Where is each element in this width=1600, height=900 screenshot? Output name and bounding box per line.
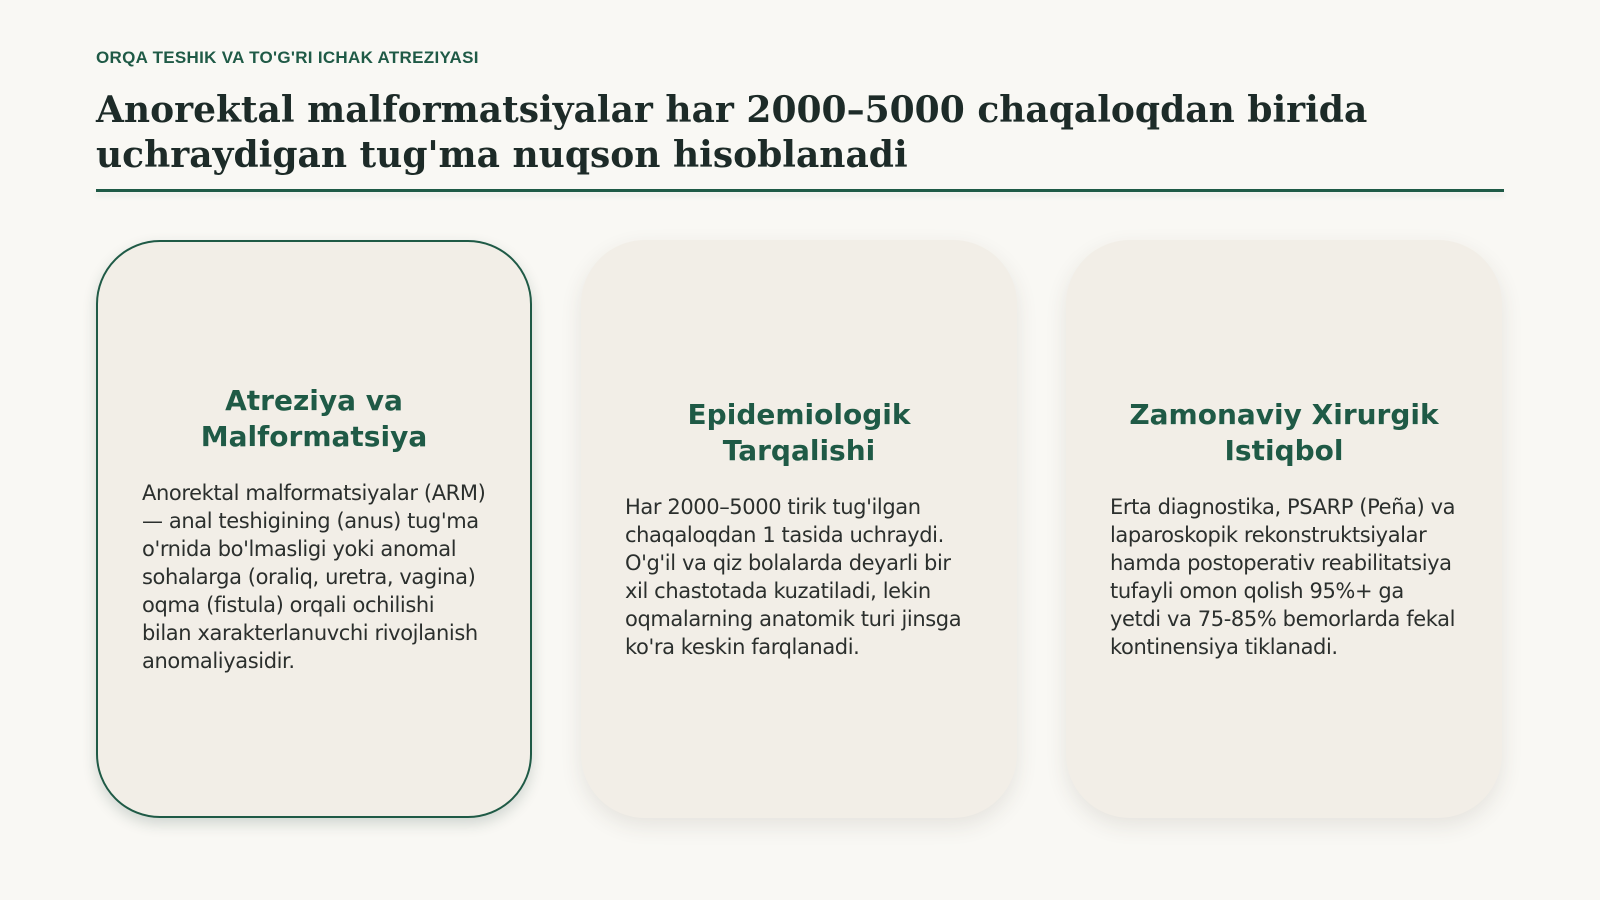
card-body: Erta diagnostika, PSARP (Peña) va laparoskopik rekonstruktsiyalar hamda postoperativ reabilitatsiya tufayli omon qolish 95%+ ga yetdi va 75-85% bemorlarda fekal kontinensiya tiklanadi. xyxy=(1110,495,1456,659)
card-surgery[interactable] xyxy=(1066,240,1502,818)
card-epidemiology[interactable] xyxy=(581,240,1017,818)
title-divider xyxy=(96,189,1504,192)
page-title: Anorektal malformatsiyalar har 2000–5000 chaqaloqdan birida uchraydigan tug'ma nuqson hisoblanadi xyxy=(96,89,1368,176)
card-title: Zamonaviy Xirurgik Istiqbol xyxy=(1129,398,1439,467)
card-row xyxy=(96,240,1504,818)
card-title: Epidemiologik Tarqalishi xyxy=(687,398,911,467)
card-body: Anorektal malformatsiyalar (ARM) — anal teshigining (anus) tug'ma o'rnida bo'lmasligi yoki anomal sohalarga (oraliq, uretra, vagina) oqma (fistula) orqali ochilishi bilan xarakterlanuvchi rivojlanish anomaliyasidir. xyxy=(142,481,486,673)
card-body: Har 2000–5000 tirik tug'ilgan chaqaloqdan 1 tasida uchraydi. O'g'il va qiz bolalarda deyarli bir xil chastotada kuzatiladi, lekin oqmalarning anatomik turi jinsga ko'ra keskin farqlanadi. xyxy=(625,495,962,659)
card-title: Atreziya va Malformatsiya xyxy=(200,384,428,453)
section-eyebrow: ORQA TESHIK VA TO'G'RI ICHAK ATREZIYASI xyxy=(96,48,479,67)
card-atresia[interactable] xyxy=(96,240,532,818)
